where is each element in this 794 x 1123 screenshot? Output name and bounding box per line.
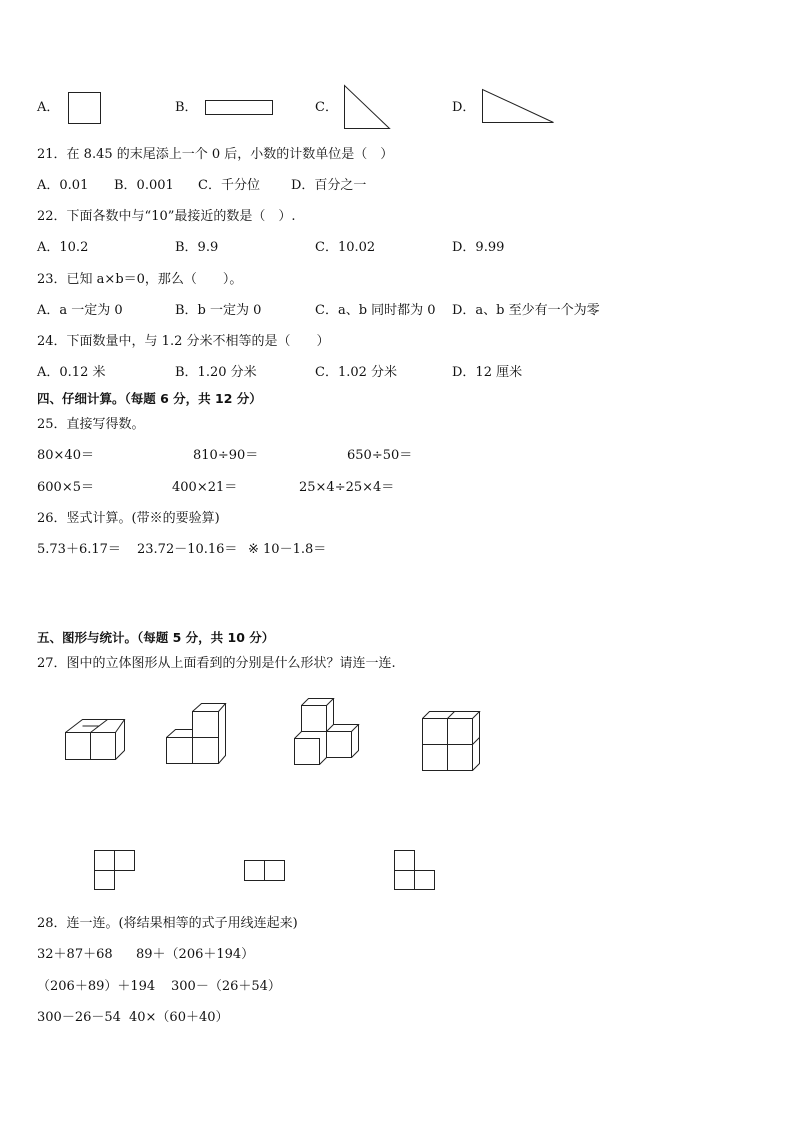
- q24-option-b: B．1.20 分米: [175, 365, 257, 380]
- q24-option-d: D．12 厘米: [452, 365, 523, 380]
- q23-option-b: B．b 一定为 0: [175, 303, 262, 318]
- q21-option-b: B．0.001: [114, 178, 174, 193]
- section4-heading: 四、仔细计算。（每题 6 分，共 12 分）: [37, 391, 262, 406]
- q22-option-a: A．10.2: [37, 240, 89, 255]
- q24-option-a: A．0.12 米: [37, 365, 106, 380]
- q23-option-c: C．a、b 同时都为 0: [315, 303, 436, 318]
- solid-figure-2: [167, 704, 226, 764]
- q20-option-d-label: D．: [452, 100, 476, 115]
- q21-option-a: A．0.01: [37, 178, 89, 193]
- q26-item-2: 23.72－10.16＝: [137, 542, 238, 557]
- q24-stem: 24．下面数量中，与 1.2 分米不相等的是（ ）: [37, 334, 330, 349]
- q22-stem: 22．下面各数中与“10”最接近的数是（ ）.: [37, 209, 296, 224]
- q25-item-4: 600×5＝: [37, 480, 94, 495]
- q23-option-d: D．a、b 至少有一个为零: [452, 303, 600, 318]
- q28-left-1: 32＋87＋68: [37, 947, 113, 962]
- top-view-2: [245, 861, 285, 881]
- q20-option-b-label: B．: [175, 100, 198, 115]
- long-rectangle-shape: [206, 101, 273, 115]
- q28-left-2: （206＋89）＋194: [37, 979, 156, 994]
- q21-stem: 21．在 8.45 的末尾添上一个 0 后，小数的计数单位是（ ）: [37, 147, 394, 162]
- q26-item-3: ※ 10－1.8＝: [248, 542, 327, 557]
- q25-item-5: 400×21＝: [172, 480, 238, 495]
- section5-heading: 五、图形与统计。（每题 5 分，共 10 分）: [37, 630, 275, 645]
- q28-right-2: 300－（26＋54）: [171, 979, 281, 994]
- q27-stem: 27．图中的立体图形从上面看到的分别是什么形状？请连一连.: [37, 656, 396, 671]
- q24-option-c: C．1.02 分米: [315, 365, 398, 380]
- square-shape: [69, 93, 101, 124]
- tall-right-triangle-shape: [345, 86, 390, 129]
- q23-stem: 23．已知 a×b＝0，那么（ ）。: [37, 272, 243, 287]
- q21-option-d: D．百分之一: [291, 178, 367, 193]
- q20-option-a-label: A．: [37, 100, 60, 115]
- q23-option-a: A．a 一定为 0: [37, 303, 123, 318]
- q26-item-1: 5.73＋6.17＝: [37, 542, 121, 557]
- q22-option-c: C．10.02: [315, 240, 376, 255]
- q25-item-6: 25×4÷25×4＝: [299, 480, 395, 495]
- solid-figure-1: [66, 720, 125, 760]
- q22-option-b: B．9.9: [175, 240, 219, 255]
- q25-stem: 25．直接写得数。: [37, 417, 145, 432]
- q21-option-c: C．千分位: [198, 178, 260, 193]
- q25-item-2: 810÷90＝: [193, 448, 259, 463]
- solid-figure-3: [295, 699, 359, 765]
- q22-option-d: D．9.99: [452, 240, 505, 255]
- q28-stem: 28．连一连。(将结果相等的式子用线连起来): [37, 916, 298, 931]
- top-view-3: [395, 851, 435, 890]
- wide-right-triangle-shape: [483, 90, 554, 123]
- q28-right-3: 40×（60＋40）: [129, 1010, 229, 1025]
- q20-option-c-label: C．: [315, 100, 338, 115]
- solid-figure-4: [423, 712, 480, 771]
- top-view-1: [95, 851, 135, 890]
- q28-left-3: 300－26－54: [37, 1010, 121, 1025]
- q25-item-1: 80×40＝: [37, 448, 94, 463]
- q26-stem: 26．竖式计算。(带※的要验算): [37, 511, 220, 526]
- q28-right-1: 89＋（206＋194）: [136, 947, 255, 962]
- q25-item-3: 650÷50＝: [347, 448, 413, 463]
